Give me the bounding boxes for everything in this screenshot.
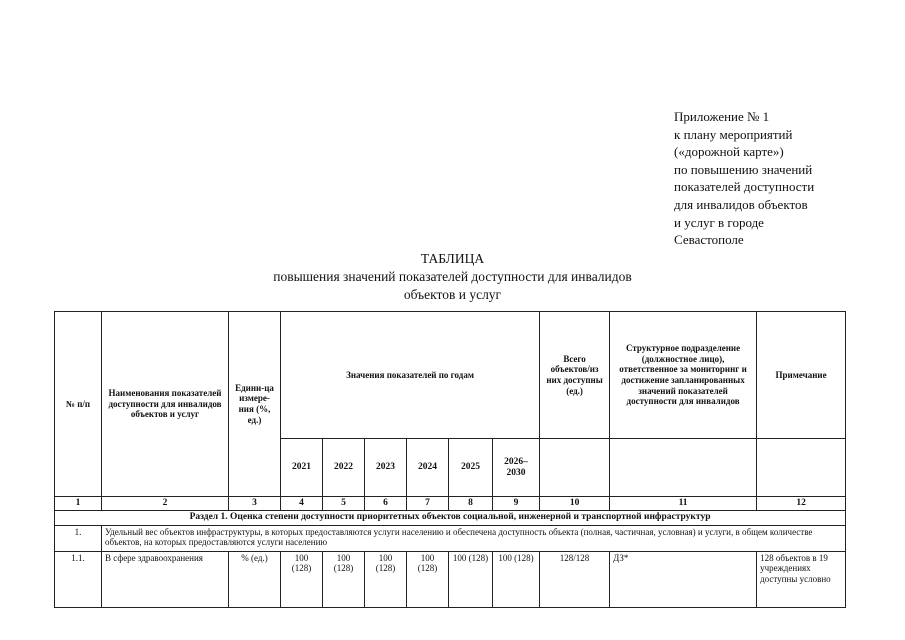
year-2021: 2021 [281,439,323,497]
col-number: 1 [55,497,102,511]
indicators-table [54,311,846,608]
value-2025: 100 (128) [449,551,493,607]
header-department-blank [610,439,757,497]
row-number: 1.1. [55,551,102,607]
col-number: 6 [365,497,407,511]
col-number: 10 [540,497,610,511]
annex-line: к плану мероприятий [674,126,793,142]
indicator-description: Удельный вес объектов инфраструктуры, в которых предоставляются услуги населению и обеспечена доступность объекта (полная, частичная, условная) и услуги, в общем количестве объектов, на которых предоставляются услуги населению [102,525,846,551]
header-total-blank [540,439,610,497]
col-number: 3 [229,497,281,511]
value-2021: 100 (128) [281,551,323,607]
header-unit: Едини-ца измере-ния (%, ед.) [229,312,281,497]
year-2023: 2023 [365,439,407,497]
year-2025: 2025 [449,439,493,497]
header-name: Наименования показателей доступности для инвалидов объектов и услуг [102,312,229,497]
col-number: 11 [610,497,757,511]
value-2023: 100 (128) [365,551,407,607]
header-department: Структурное подразделение (должностное лицо), ответственное за мониторинг и достижение запланированных значений показателей доступности для инвалидов [610,312,757,439]
annex-line: показателей доступности [674,179,815,195]
header-total: Всего объектов/из них доступны (ед.) [540,312,610,439]
year-2026-2030: 2026–2030 [493,439,540,497]
col-number: 7 [407,497,449,511]
col-number: 9 [493,497,540,511]
col-number: 8 [449,497,493,511]
annex-line: и услуг в городе [674,214,764,230]
annex-line: для инвалидов объектов [674,196,808,212]
indicator-name: В сфере здравоохранения [102,551,229,607]
row-number: 1. [55,525,102,551]
annex-line: Севастополе [674,232,744,248]
document-subtitle: повышения значений показателей доступности для инвалидов [273,269,632,284]
document-title: ТАБЛИЦА [420,251,485,266]
col-number: 12 [757,497,846,511]
year-2024: 2024 [407,439,449,497]
header-num: № п/п [55,312,102,497]
annex-line: («дорожной карте») [674,144,784,160]
header-note: Примечание [757,312,846,439]
header-note-blank [757,439,846,497]
annex-line: по повышению значений [674,161,813,177]
total-objects: 128/128 [540,551,610,607]
responsible-department: ДЗ* [610,551,757,607]
col-number: 2 [102,497,229,511]
annex-line: Приложение № 1 [674,109,770,124]
col-number: 4 [281,497,323,511]
section-title: Раздел 1. Оценка степени доступности приоритетных объектов социальной, инженерной и транспортной инфраструктур [55,510,846,525]
indicator-unit: % (ед.) [229,551,281,607]
annex-block [674,108,874,249]
value-2026-2030: 100 (128) [493,551,540,607]
col-number: 5 [323,497,365,511]
year-2022: 2022 [323,439,365,497]
document-subtitle-cont: объектов и услуг [403,287,502,302]
value-2024: 100 (128) [407,551,449,607]
value-2022: 100 (128) [323,551,365,607]
note: 128 объектов в 19 учреждениях доступны условно [757,551,846,607]
header-values-by-year: Значения показателей по годам [281,312,540,439]
